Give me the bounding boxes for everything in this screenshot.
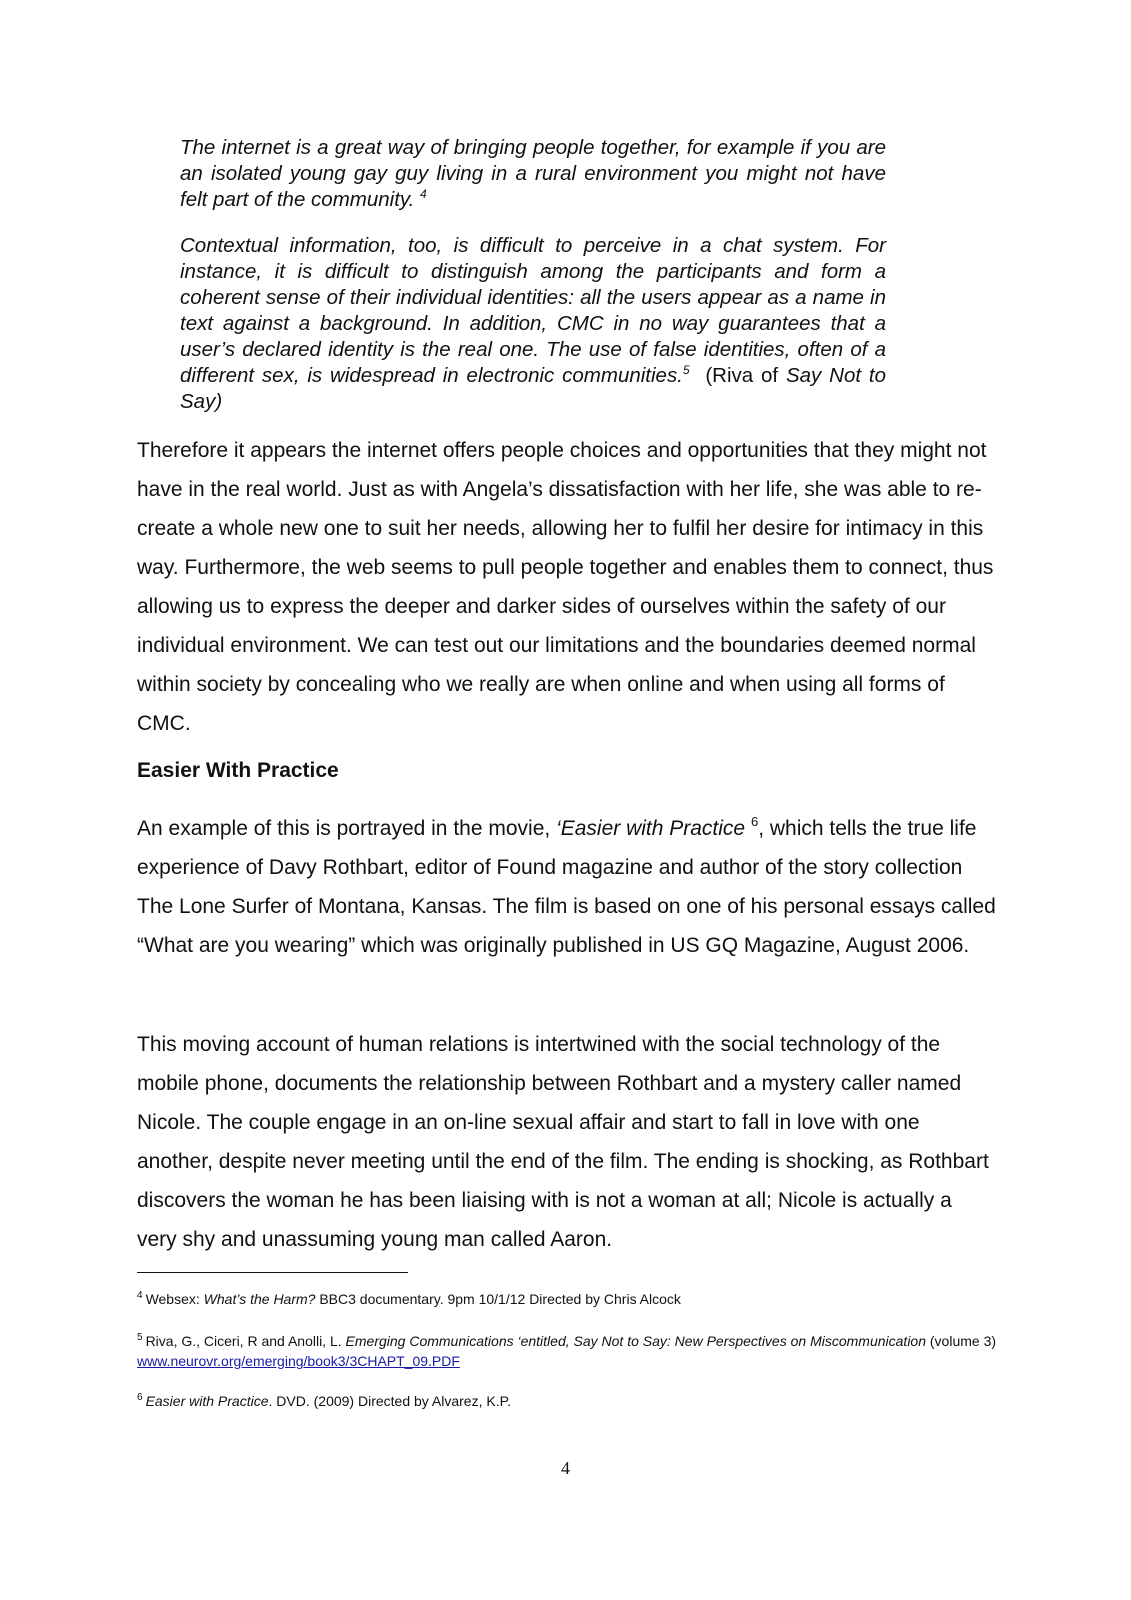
- footnote-number: 6: [137, 1392, 143, 1403]
- body-paragraph: [137, 809, 997, 965]
- quote-text: Contextual information, too, is difficult to perceive in a chat system. For instance, it is difficult to distinguish among the participants and form a coherent sense of their individual identities: all the users appear as a name in text against a background. In addition, CMC in no way guarantees that a user’s declared identity is the real one. The use of false identities, often of a different sex, is widespread in electronic communities.: [180, 234, 886, 387]
- film-title: ‘Easier with Practice: [556, 817, 746, 840]
- paragraph-text: , which tells the true life experience of Davy Rothbart, editor of Found magazine and author of the story collection The Lone Surfer of Montana, Kansas. The film is based on one of his personal essays called “What are you wearing” which was originally published in US GQ Magazine, August 2006.: [137, 817, 996, 957]
- footnote-ref[interactable]: 4: [420, 187, 427, 201]
- quote-citation-prefix: (Riva of: [705, 364, 786, 387]
- footnote-separator: [137, 1272, 408, 1273]
- footnote-text: . DVD. (2009) Directed by Alvarez, K.P.: [268, 1393, 512, 1409]
- footnote-text: Riva, G., Ciceri, R and Anolli, L.: [145, 1333, 346, 1349]
- footnote: [137, 1331, 997, 1371]
- footnote-ref[interactable]: 6: [750, 814, 759, 829]
- footnote-link[interactable]: www.neurovr.org/emerging/book3/3CHAPT_09.PDF: [137, 1353, 460, 1369]
- footnote-ref[interactable]: 5: [682, 363, 690, 377]
- body-paragraph: Therefore it appears the internet offers people choices and opportunities that they might not have in the real world. Just as with Angela’s dissatisfaction with her life, she was able to re-create a whole new one to suit her needs, allowing her to fulfil her desire for intimacy in this way. Furthermore, the web seems to pull people together and enables them to connect, thus allowing us to express the deeper and darker sides of ourselves within the safety of our individual environment. We can test out our limitations and the boundaries deemed normal within society by concealing who we really are when online and when using all forms of CMC.: [137, 439, 994, 735]
- quote-text: The internet is a great way of bringing people together, for example if you are an isolated young gay guy living in a rural environment you might not have felt part of the community.: [180, 136, 886, 211]
- footnote-title: Emerging Communications ‘entitled, Say Not to Say: New Perspectives on Miscommunication: [345, 1333, 926, 1349]
- body-paragraph: This moving account of human relations is intertwined with the social technology of the mobile phone, documents the relationship between Rothbart and a mystery caller named Nicole. The couple engage in an on-line sexual affair and start to fall in love with one another, despite never meeting until the end of the film. The ending is shocking, as Rothbart discovers the woman he has been liaising with is not a woman at all; Nicole is actually a very shy and unassuming young man called Aaron.: [137, 1033, 989, 1251]
- footnote-title: Easier with Practice: [145, 1393, 269, 1409]
- page-number: 4: [561, 1458, 570, 1478]
- footnote-text: Websex:: [145, 1291, 204, 1307]
- footnote-number: 4: [137, 1290, 143, 1301]
- quote-citation-title: Say Not to Say): [180, 364, 886, 413]
- paragraph-text: An example of this is portrayed in the movie,: [137, 817, 557, 840]
- footnote: [137, 1391, 997, 1411]
- footnote-title: What’s the Harm?: [203, 1291, 316, 1307]
- footnote-text: (volume 3): [926, 1333, 997, 1349]
- footnote-text: BBC3 documentary. 9pm 10/1/12 Directed by Chris Alcock: [315, 1291, 681, 1307]
- block-quote: [180, 135, 886, 213]
- section-heading: Easier With Practice: [137, 759, 339, 782]
- footnote-number: 5: [137, 1332, 143, 1343]
- block-quote: [180, 233, 886, 415]
- footnote: [137, 1289, 997, 1309]
